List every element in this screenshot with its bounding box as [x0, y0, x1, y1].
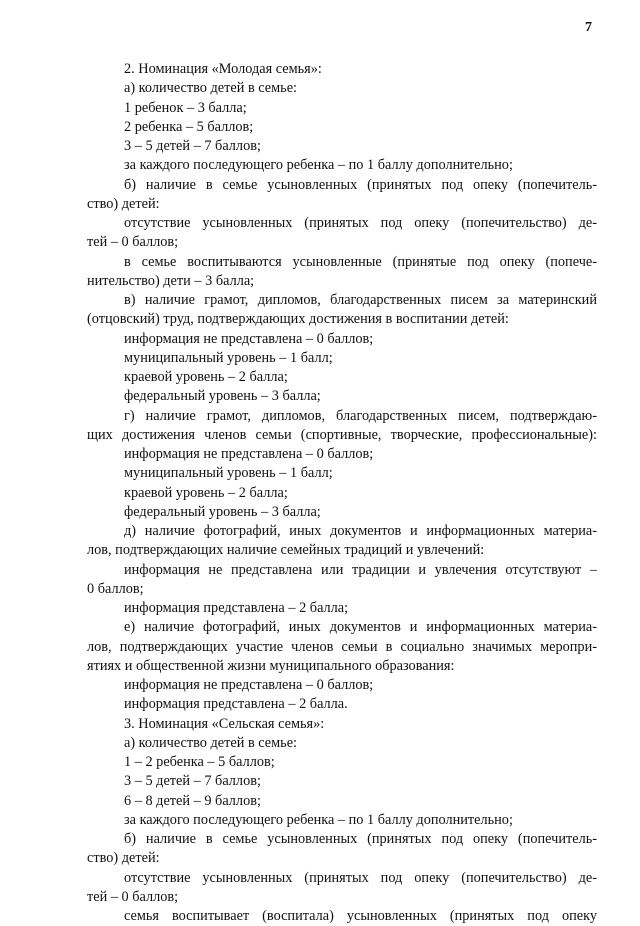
text-line: лов, подтверждающих участие членов семьи в социально значимых меропри- [87, 638, 597, 655]
text-line: информация представлена – 2 балла; [124, 600, 349, 616]
text-line: б) наличие в семье усыновленных (принятых под опеку (попечитель- [124, 176, 597, 193]
text-line: краевой уровень – 2 балла; [124, 369, 288, 385]
text-line: тей – 0 баллов; [87, 234, 179, 251]
text-line: за каждого последующего ребенка – по 1 баллу дополнительно; [124, 157, 513, 174]
text-line: ство) детей: [87, 195, 160, 212]
text-line: 3 – 5 детей – 7 баллов; [124, 773, 261, 790]
text-line: отсутствие усыновленных (принятых под опеку (попечительство) де- [124, 869, 597, 886]
text-line: г) наличие грамот, дипломов, благодарственных писем, подтверждаю- [124, 407, 597, 424]
text-line: 2 ребенка – 5 баллов; [124, 118, 254, 135]
text-line: 1 – 2 ребенка – 5 баллов; [124, 754, 275, 770]
page-number: 7 [585, 20, 592, 35]
document-body [87, 60, 597, 926]
text-line: за каждого последующего ребенка – по 1 баллу дополнительно; [124, 811, 513, 828]
text-line: информация не представлена или традиции и увлечения отсутствуют – [124, 561, 597, 578]
text-line: муниципальный уровень – 1 балл; [124, 349, 333, 366]
text-line: а) количество детей в семье: [124, 734, 298, 751]
text-line: 6 – 8 детей – 9 баллов; [124, 792, 261, 809]
text-line: краевой уровень – 2 балла; [124, 484, 288, 501]
text-line: 1 ребенок – 3 балла; [124, 99, 247, 116]
text-line: (отцовский) труд, подтверждающих достижения в воспитании детей: [87, 311, 509, 328]
text-line: д) наличие фотографий, иных документов и информационных материа- [124, 523, 597, 539]
text-line: б) наличие в семье усыновленных (принятых под опеку (попечитель- [124, 831, 597, 847]
text-line: лов, подтверждающих наличие семейных традиций и увлечений: [87, 542, 485, 559]
text-line: в) наличие грамот, дипломов, благодарственных писем за материнский [124, 292, 597, 308]
text-line: е) наличие фотографий, иных документов и информационных материа- [124, 619, 597, 636]
text-line: информация представлена – 2 балла. [124, 696, 348, 713]
text-line: муниципальный уровень – 1 балл; [124, 465, 333, 482]
text-line: тей – 0 баллов; [87, 888, 179, 905]
text-line: ство) детей: [87, 850, 160, 867]
text-line: информация не представлена – 0 баллов; [124, 446, 374, 462]
text-line: ятиях и общественной жизни муниципального образования: [87, 657, 455, 674]
text-line: в семье воспитываются усыновленные (принятые под опеку (попече- [124, 253, 597, 270]
text-line: а) количество детей в семье: [124, 80, 298, 97]
text-line: информация не представлена – 0 баллов; [124, 677, 374, 693]
text-line: информация не представлена – 0 баллов; [124, 330, 374, 347]
text-line: федеральный уровень – 3 балла; [124, 503, 321, 520]
text-line: отсутствие усыновленных (принятых под опеку (попечительство) де- [124, 215, 597, 231]
text-line: 3. Номинация «Сельская семья»: [124, 715, 325, 732]
text-line: федеральный уровень – 3 балла; [124, 388, 321, 405]
text-line: 2. Номинация «Молодая семья»: [124, 61, 322, 77]
text-line: нительство) дети – 3 балла; [87, 272, 255, 289]
text-line: щих достижения членов семьи (спортивные, творческие, профессиональные): [87, 426, 597, 443]
text-line: 3 – 5 детей – 7 баллов; [124, 138, 261, 154]
text-line: 0 баллов; [87, 580, 144, 597]
text-line: семья воспитывает (воспитала) усыновленных (принятых под опеку [124, 908, 597, 924]
